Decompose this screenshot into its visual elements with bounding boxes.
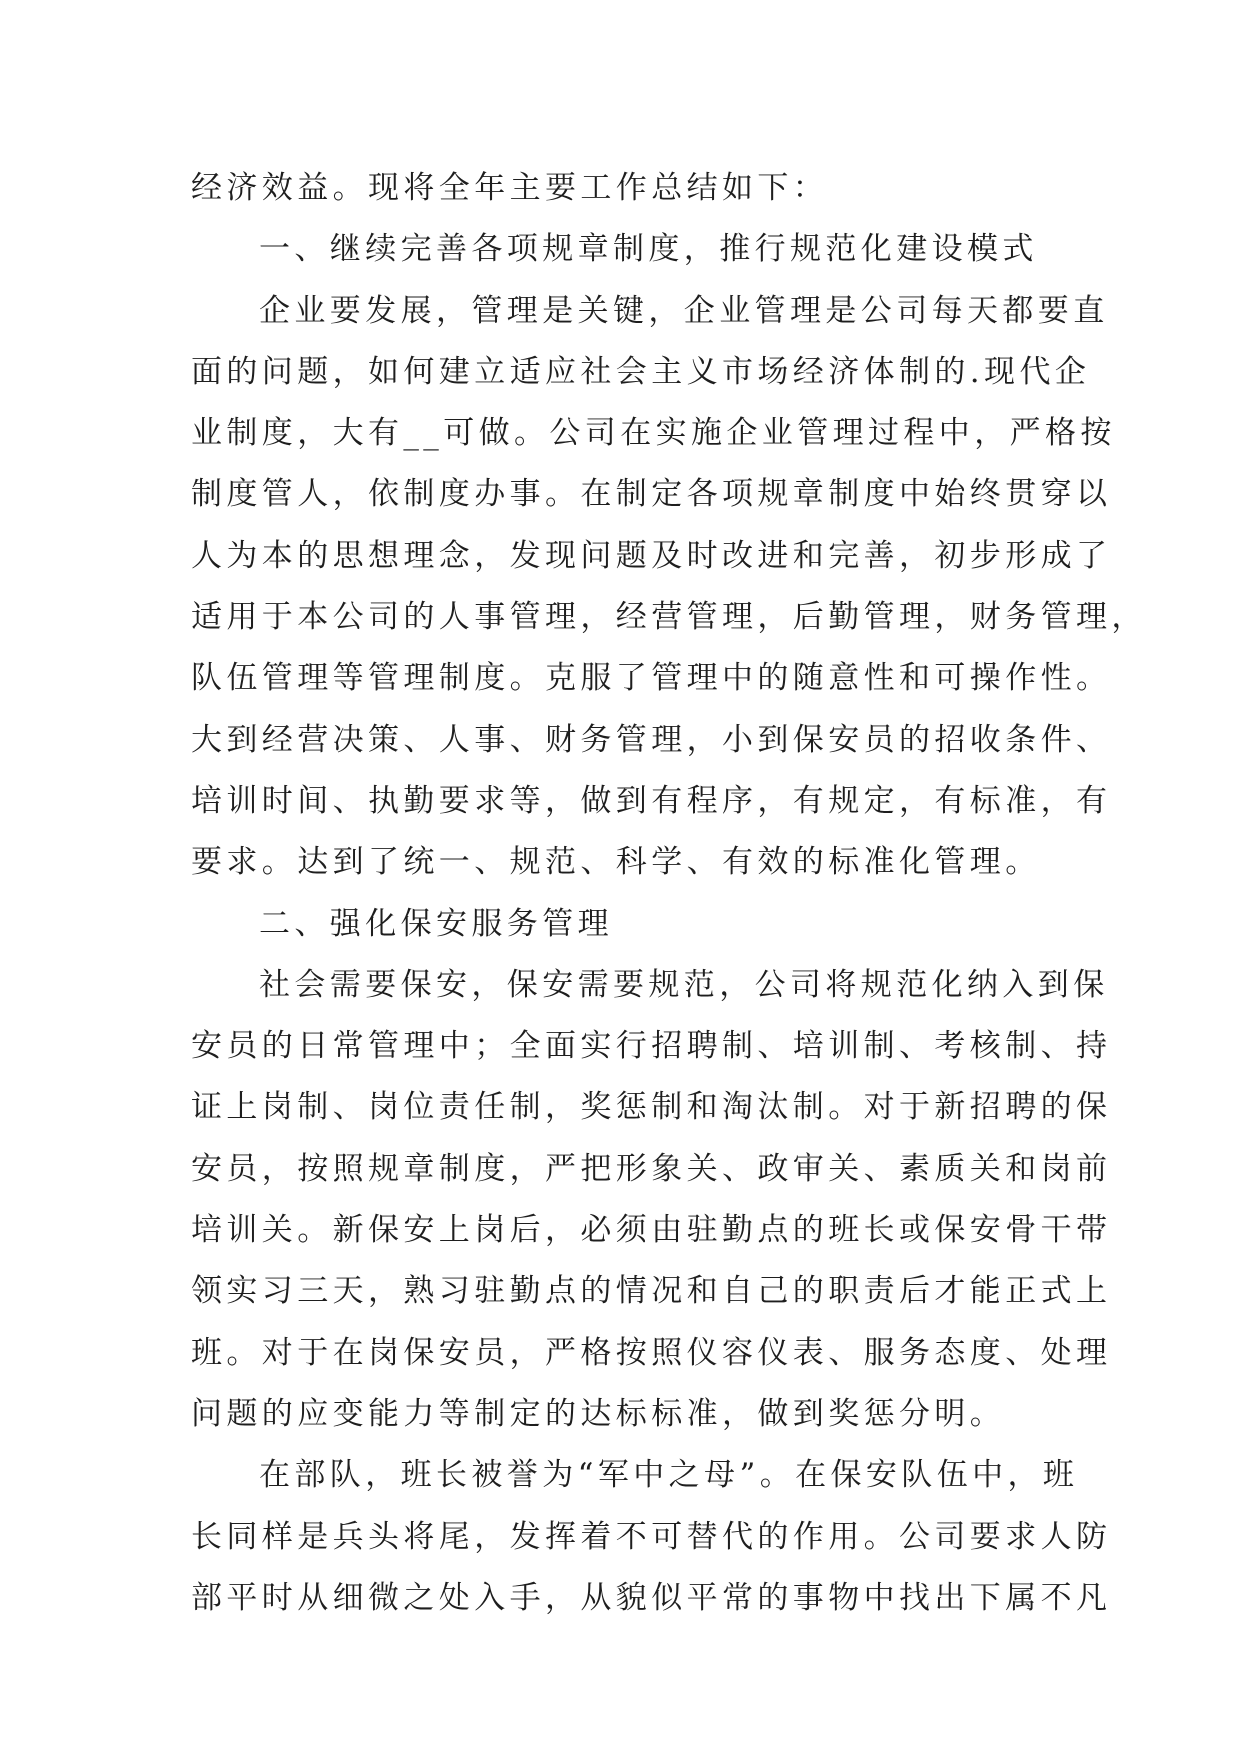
text-line-12: 要求。达到了统一、规范、科学、有效的标准化管理。 [191,844,1041,881]
text-line-11: 培训时间、执勤要求等，做到有程序，有规定，有标准，有 [191,782,1112,819]
text-line-3: 企业要发展，管理是关键，企业管理是公司每天都要直 [259,292,1109,329]
text-line-7: 人为本的思想理念，发现问题及时改进和完善，初步形成了 [191,537,1112,574]
section-heading-1: 一、继续完善各项规章制度，推行规范化建设模式 [259,231,1038,268]
text-line-5: 业制度，大有__可做。公司在实施企业管理过程中，严格按 [191,415,1116,452]
text-line-4: 面的问题，如何建立适应社会主义市场经济体制的.现代企 [191,353,1091,390]
text-line-17: 安员，按照规章制度，严把形象关、政审关、素质关和岗前 [191,1150,1112,1187]
text-line-20: 班。对于在岗保安员，严格按照仪容仪表、服务态度、处理 [191,1334,1112,1371]
text-line-19: 领实习三天，熟习驻勤点的情况和自己的职责后才能正式上 [191,1273,1112,1310]
text-line-10: 大到经营决策、人事、财务管理，小到保安员的招收条件、 [191,721,1112,758]
body-text [191,158,1147,1629]
text-line-8: 适用于本公司的人事管理，经营管理，后勤管理，财务管理， [191,599,1147,636]
text-line-1: 经济效益。现将全年主要工作总结如下： [191,170,829,206]
text-line-16: 证上岗制、岗位责任制，奖惩制和淘汰制。对于新招聘的保 [191,1089,1112,1126]
section-heading-2: 二、强化保安服务管理 [259,905,613,942]
text-line-21: 问题的应变能力等制定的达标标准，做到奖惩分明。 [191,1395,1006,1432]
text-line-24: 部平时从细微之处入手，从貌似平常的事物中找出下属不凡 [191,1579,1112,1616]
text-line-6: 制度管人，依制度办事。在制定各项规章制度中始终贯穿以 [191,476,1112,513]
text-line-18: 培训关。新保安上岗后，必须由驻勤点的班长或保安骨干带 [191,1212,1112,1249]
text-line-15: 安员的日常管理中；全面实行招聘制、培训制、考核制、持 [191,1028,1112,1065]
text-line-14: 社会需要保安，保安需要规范，公司将规范化纳入到保 [259,966,1109,1003]
text-line-22: 在部队，班长被誉为“军中之母”。在保安队伍中，班 [259,1457,1079,1494]
text-line-9: 队伍管理等管理制度。克服了管理中的随意性和可操作性。 [191,660,1112,697]
text-line-23: 长同样是兵头将尾，发挥着不可替代的作用。公司要求人防 [191,1518,1112,1555]
